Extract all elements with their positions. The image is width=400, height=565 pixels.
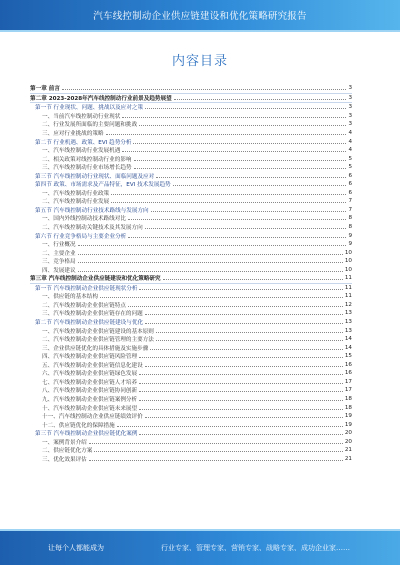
toc-dot-leader xyxy=(128,306,343,307)
toc-entry-label: 五、汽车线控制动企业供应链信息化建设 xyxy=(42,362,143,369)
toc-entry[interactable] xyxy=(30,274,352,284)
toc-entry-label: 三、竞争格局 xyxy=(42,259,76,266)
toc-dot-leader xyxy=(100,297,343,298)
toc-dot-leader xyxy=(173,185,347,186)
toc-page-number: 13 xyxy=(344,327,352,334)
toc-dot-leader xyxy=(62,89,347,90)
footer-slogan-right: 行业专家、管理专家、营销专家、战略专家、成功企业家…… xyxy=(161,544,350,552)
toc-entry[interactable] xyxy=(30,386,352,395)
toc-entry[interactable] xyxy=(30,378,352,387)
toc-entry[interactable] xyxy=(30,231,352,240)
toc-page-number: 3 xyxy=(348,104,352,111)
toc-entry-label: 三、汽车线控制动行业市场增长趋势 xyxy=(42,165,132,172)
footer-slogan-left: 让每个人都能成为 xyxy=(48,544,104,552)
header-divider xyxy=(0,30,400,32)
toc-entry[interactable] xyxy=(30,326,352,335)
toc-dot-leader xyxy=(145,323,343,324)
toc-page-number: 17 xyxy=(344,387,352,394)
toc-dot-leader xyxy=(122,117,346,118)
toc-entry[interactable] xyxy=(30,223,352,232)
toc-dot-leader xyxy=(128,219,347,220)
toc-dot-leader xyxy=(156,177,346,178)
toc-page-number: 3 xyxy=(348,94,352,101)
toc-page-number: 18 xyxy=(344,395,352,402)
toc-entry[interactable] xyxy=(30,257,352,266)
toc-entry-label: 四、汽车线控制动企业供应链风险管理 xyxy=(42,354,138,361)
toc-entry-label: 第三节 汽车线控制动企业供应链优化案例 xyxy=(35,431,138,438)
toc-entry-label: 一、汽车线控制动行业发展机遇 xyxy=(42,148,121,155)
toc-entry-label: 九、汽车线控制动企业供应链案例分析 xyxy=(42,396,138,403)
toc-entry-label: 第一章 前言 xyxy=(30,86,60,93)
toc-page-number: 14 xyxy=(344,336,352,343)
toc-dot-leader xyxy=(145,314,343,315)
toc-entry-label: 一、国内外线控制动技术路线对比 xyxy=(42,216,126,223)
toc-entry-label: 二、主要企业 xyxy=(42,250,76,257)
toc-dot-leader xyxy=(139,289,342,290)
toc-entry[interactable] xyxy=(30,137,352,146)
toc-page-number: 10 xyxy=(344,249,352,256)
toc-entry[interactable] xyxy=(30,335,352,344)
toc-dot-leader xyxy=(145,417,343,418)
toc-dot-leader xyxy=(128,237,346,238)
toc-page-number: 16 xyxy=(344,361,352,368)
toc-entry[interactable] xyxy=(30,361,352,370)
report-header-banner xyxy=(0,0,400,30)
toc-entry-label: 二、汽车线控制动行业发展 xyxy=(42,199,110,206)
toc-entry-label: 八、汽车线控制动企业供应链协同创新 xyxy=(42,388,138,395)
toc-dot-leader xyxy=(139,357,343,358)
toc-entry-label: 第六节 行业竞争格局与主要企业分析 xyxy=(35,233,127,240)
toc-entry[interactable] xyxy=(30,420,352,429)
toc-page-number: 12 xyxy=(344,301,352,308)
toc-dot-leader xyxy=(145,228,347,229)
toc-dot-leader xyxy=(111,202,346,203)
toc-entry[interactable] xyxy=(30,197,352,206)
toc-page-number: 20 xyxy=(344,430,352,437)
toc-page-number: 10 xyxy=(344,258,352,265)
toc-entry-label: 二、行业发展所面临的主要问题和挑战 xyxy=(42,122,138,129)
toc-entry[interactable] xyxy=(30,318,352,327)
toc-entry-label: 一、案例背景介绍 xyxy=(42,439,87,446)
toc-entry-label: 第三章 汽车线控制动企业供应链建设和优化策略研究 xyxy=(30,276,161,283)
toc-entry[interactable] xyxy=(30,284,352,293)
toc-entry-label: 二、汽车线控制动企业供应链特点 xyxy=(42,302,126,309)
toc-entry[interactable] xyxy=(30,240,352,249)
toc-page-number: 19 xyxy=(344,413,352,420)
toc-entry[interactable] xyxy=(30,369,352,378)
toc-page-number: 3 xyxy=(348,112,352,119)
toc-page-number: 7 xyxy=(348,198,352,205)
toc-entry[interactable] xyxy=(30,206,352,215)
toc-entry-label: 第二节 汽车线控制动企业供应链建设与优化 xyxy=(35,320,144,327)
toc-entry[interactable] xyxy=(30,146,352,155)
toc-dot-leader xyxy=(139,391,343,392)
toc-page-number: 11 xyxy=(344,284,352,291)
toc-entry-label: 二、供应链优化方案 xyxy=(42,448,93,455)
toc-entry[interactable] xyxy=(30,446,352,455)
toc-dot-leader xyxy=(111,194,346,195)
toc-page-number: 6 xyxy=(348,189,352,196)
toc-entry[interactable] xyxy=(30,395,352,404)
toc-entry-label: 二、汽车线控制动企业供应链管理的主要方法 xyxy=(42,337,154,344)
toc-entry[interactable] xyxy=(30,437,352,446)
toc-dot-leader xyxy=(134,168,347,169)
toc-dot-leader xyxy=(89,460,343,461)
toc-entry[interactable] xyxy=(30,343,352,352)
toc-dot-leader xyxy=(139,374,343,375)
toc-page-number: 13 xyxy=(344,310,352,317)
toc-heading: 内容目录 xyxy=(171,54,228,69)
toc-dot-leader xyxy=(163,279,343,280)
toc-dot-leader xyxy=(78,245,347,246)
toc-dot-leader xyxy=(134,160,347,161)
toc-entry-label: 第二章 2023-2028年汽车线控制动行业前景及趋势展望 xyxy=(30,95,172,102)
toc-entry-label: 三、应对行业挑战的策略 xyxy=(42,131,104,137)
toc-entry-label: 第四节 政策、市场需求及产品特征，EVI 技术发展趋势 xyxy=(35,182,171,189)
toc-entry[interactable] xyxy=(30,189,352,198)
toc-entry[interactable] xyxy=(30,163,352,172)
toc-entry[interactable] xyxy=(30,171,352,180)
toc-page-number: 13 xyxy=(344,319,352,326)
toc-entry[interactable] xyxy=(30,103,352,112)
toc-dot-leader xyxy=(139,383,343,384)
toc-entry[interactable] xyxy=(30,84,352,94)
toc-entry[interactable] xyxy=(30,129,352,138)
toc-entry[interactable] xyxy=(30,214,352,223)
toc-dot-leader xyxy=(133,143,346,144)
toc-page-number: 7 xyxy=(348,206,352,213)
toc-dot-leader xyxy=(94,451,343,452)
toc-page-number: 15 xyxy=(344,353,352,360)
toc-entry-label: 七、汽车线控制动企业供应链人才培养 xyxy=(42,379,138,386)
toc-page-number: 20 xyxy=(344,438,352,445)
toc-page-number: 18 xyxy=(344,404,352,411)
toc-page-number: 10 xyxy=(344,266,352,273)
toc-entry-label: 一、供应链的基本结构 xyxy=(42,294,98,301)
toc-page-number: 6 xyxy=(348,172,352,179)
toc-dot-leader xyxy=(106,134,347,135)
toc-entry[interactable] xyxy=(30,429,352,438)
toc-page-number: 6 xyxy=(348,181,352,188)
toc-dot-leader xyxy=(89,443,343,444)
toc-dot-leader xyxy=(139,125,346,126)
toc-dot-leader xyxy=(78,271,343,272)
toc-page-number: 9 xyxy=(348,241,352,248)
toc-page-number: 9 xyxy=(348,232,352,239)
toc-page-number: 4 xyxy=(348,130,352,136)
toc-dot-leader xyxy=(78,262,343,263)
toc-entry-label: 三、优化效果评估 xyxy=(42,456,87,463)
toc-entry[interactable] xyxy=(30,301,352,310)
toc-entry-label: 第二节 行业机遇、政策、EVI 趋势分析 xyxy=(35,139,132,146)
toc-dot-leader xyxy=(156,332,343,333)
toc-dot-leader xyxy=(122,151,346,152)
toc-page-number: 11 xyxy=(344,275,352,282)
toc-entry[interactable] xyxy=(30,154,352,163)
toc-dot-leader xyxy=(139,400,343,401)
toc-dot-leader xyxy=(117,426,343,427)
toc-dot-leader xyxy=(145,108,346,109)
toc-entry[interactable] xyxy=(30,352,352,361)
toc-dot-leader xyxy=(150,349,343,350)
toc-entry[interactable] xyxy=(30,265,352,274)
toc-page-number: 21 xyxy=(344,455,352,462)
toc-entry-label: 一、汽车线控制动企业供应链建设的基本原则 xyxy=(42,328,154,335)
toc-entry-label: 第五节 汽车线控制动行业技术路线与发展方向 xyxy=(35,207,149,214)
toc-entry[interactable] xyxy=(30,112,352,121)
toc-entry[interactable] xyxy=(30,455,352,464)
toc-page-number: 4 xyxy=(348,147,352,154)
toc-entry-label: 一、行业概况 xyxy=(42,242,76,249)
toc-dot-leader xyxy=(139,409,343,410)
toc-entry[interactable] xyxy=(30,412,352,421)
toc-page-number: 21 xyxy=(344,447,352,454)
toc-entry[interactable] xyxy=(30,309,352,318)
report-title: 汽车线控制动企业供应链建设和优化策略研究报告 xyxy=(93,11,307,22)
toc-page-number: 8 xyxy=(348,224,352,231)
toc-page-number: 4 xyxy=(348,138,352,145)
table-of-contents xyxy=(30,84,352,463)
toc-entry-label: 第三节 汽车线控制动行业现状、面临问题及应对 xyxy=(35,173,155,180)
toc-entry-label: 十二、供应链优化的保障措施 xyxy=(42,422,115,429)
toc-page-number: 5 xyxy=(348,164,352,171)
toc-entry[interactable] xyxy=(30,403,352,412)
toc-entry[interactable] xyxy=(30,248,352,257)
toc-page-number: 5 xyxy=(348,155,352,162)
toc-entry-label: 十一、汽车线控制动企业供应链绩效评价 xyxy=(42,414,143,421)
toc-dot-leader xyxy=(139,434,342,435)
toc-page-number: 16 xyxy=(344,370,352,377)
toc-entry-label: 四、发展建议 xyxy=(42,267,76,274)
toc-dot-leader xyxy=(174,99,347,100)
toc-dot-leader xyxy=(156,340,343,341)
toc-entry[interactable] xyxy=(30,180,352,189)
toc-dot-leader xyxy=(151,211,347,212)
report-footer-banner xyxy=(0,531,400,565)
toc-page-number: 8 xyxy=(348,215,352,222)
toc-entry-label: 二、汽车线控制动关键技术及其发展方向 xyxy=(42,225,143,232)
toc-entry[interactable] xyxy=(30,292,352,301)
toc-entry-label: 一、汽车线控制动行业政策 xyxy=(42,190,110,197)
toc-entry-label: 三、汽车线控制动企业供应链存在的问题 xyxy=(42,311,143,318)
toc-entry-label: 二、相关政策对线控制动行业的影响 xyxy=(42,156,132,163)
toc-page-number: 17 xyxy=(344,378,352,385)
toc-dot-leader xyxy=(78,254,343,255)
toc-entry-label: 三、企业供应链优化的具体措施及实施步骤 xyxy=(42,345,149,352)
toc-entry-label: 第一节 行业现状、问题、挑战以及应对之策 xyxy=(35,105,144,112)
toc-entry-label: 第一节 汽车线控制动企业供应链现状分析 xyxy=(35,285,138,292)
toc-entry-label: 六、汽车线控制动企业供应链绿色发展 xyxy=(42,371,138,378)
toc-entry-label: 十、汽车线控制动企业供应链未来展望 xyxy=(42,405,138,412)
toc-page-number: 3 xyxy=(348,85,352,92)
toc-entry[interactable] xyxy=(30,94,352,104)
toc-page-number: 3 xyxy=(348,121,352,128)
toc-dot-leader xyxy=(145,366,343,367)
toc-page-number: 14 xyxy=(344,344,352,351)
toc-page-number: 19 xyxy=(344,421,352,428)
toc-entry[interactable] xyxy=(30,120,352,129)
toc-entry-label: 一、当前汽车线控制动行业现状 xyxy=(42,113,121,120)
toc-page-number: 11 xyxy=(344,293,352,300)
